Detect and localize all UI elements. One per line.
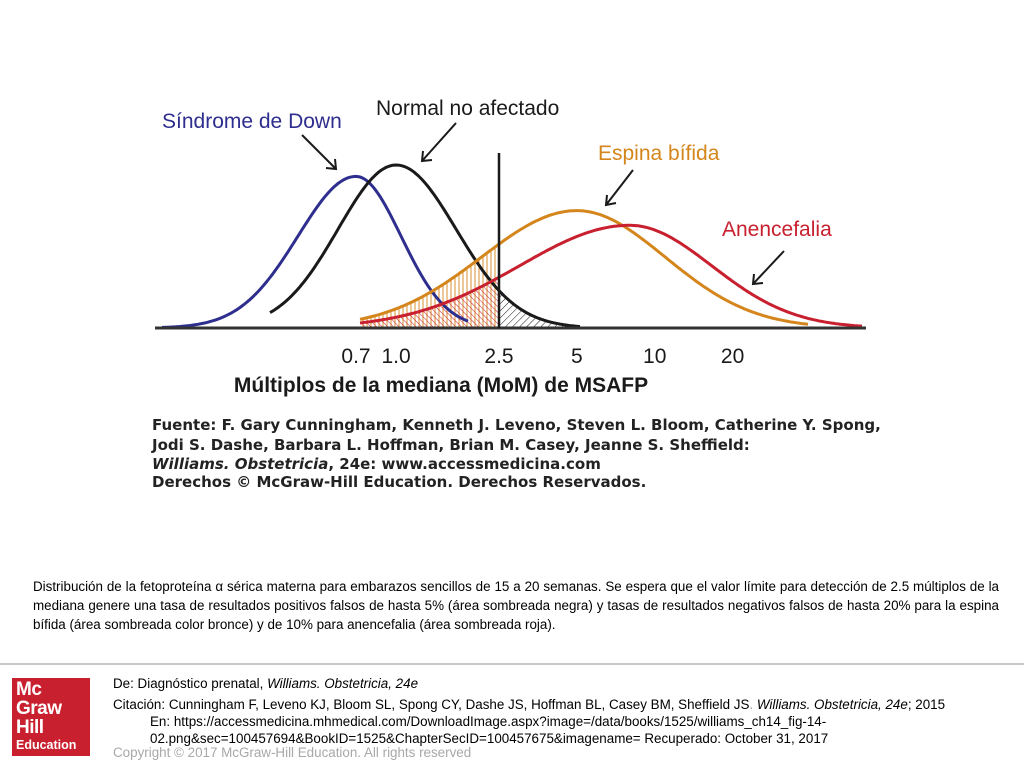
- copyright-notice: Copyright © 2017 McGraw-Hill Education. All rights reserved: [113, 745, 472, 760]
- x-tick-labels: [341, 345, 744, 368]
- logo-text-hill: Hill: [16, 717, 44, 738]
- footer-divider: [0, 663, 1024, 665]
- x-axis-label: Múltiplos de la mediana (MoM) de MSAFP: [233, 374, 649, 397]
- x-tick-label: 1.0: [381, 345, 411, 368]
- logo-text-mc: Mc: [16, 679, 42, 700]
- shaded-area-normal: [500, 292, 580, 328]
- arrow-espina-bifida: [606, 170, 633, 205]
- legend-label-espina-bifida: Espina bífida: [598, 142, 720, 165]
- figure-credit-line-1: Fuente: F. Gary Cunningham, Kenneth J. Leveno, Steven L. Bloom, Catherine Y. Spong,: [152, 416, 881, 434]
- figure-credit-line-2: Jodi S. Dashe, Barbara L. Hoffman, Brian M. Casey, Jeanne S. Sheffield:: [152, 436, 750, 454]
- citation-title: Williams. Obstetricia, 24e: [756, 697, 908, 712]
- source-line: [113, 675, 418, 692]
- source-title: Williams. Obstetricia, 24e: [267, 676, 419, 691]
- x-tick-label: 2.5: [484, 345, 514, 368]
- figure-credit-book-title: Williams. Obstetricia: [152, 455, 329, 473]
- citation-authors: Citación: Cunningham F, Leveno KJ, Bloom SL, Spong CY, Dashe JS, Hoffman BL, Casey BM, Sheffield JS: [113, 697, 750, 712]
- mcgraw-hill-education-logo: [12, 678, 90, 756]
- legend-label-normal-no-afectado: Normal no afectado: [376, 97, 560, 120]
- figure-credit-line-3: [152, 454, 872, 474]
- legend-label-sindrome-de-down: Síndrome de Down: [162, 110, 342, 133]
- arrow-anencefalia: [753, 251, 784, 284]
- citation-url-line-1[interactable]: En: https://accessmedicina.mhmedical.com/DownloadImage.aspx?image=/data/books/1525/williams_ch14_fig-14-: [150, 714, 827, 729]
- x-tick-label: 5: [571, 345, 583, 368]
- source-prefix: De: Diagnóstico prenatal,: [113, 676, 268, 691]
- figure-credit-website: , 24e: www.accessmedicina.com: [328, 455, 601, 473]
- legend-label-anencefalia: Anencefalia: [722, 218, 832, 241]
- citation-separator: .: [749, 697, 754, 712]
- arrow-normal-no-afectado: [422, 123, 456, 161]
- figure-credit-line-4: Derechos © McGraw-Hill Education. Derechos Reservados.: [152, 473, 647, 491]
- citation-year: ; 2015: [907, 697, 946, 712]
- x-tick-label: 0.7: [341, 345, 371, 368]
- logo-text-graw: Graw: [16, 698, 62, 719]
- figure-caption: Distribución de la fetoproteína α sérica materna para embarazos sencillos de 15 a 20 semanas. Se espera que el valor límite para detección de 2.5 múltiplos de la mediana genere una tasa de resultados positivos falsos de hasta 5% (área sombreada negra) y tasas de resultados negativos falsos de hasta 20% para la espina bífida (área sombreada color bronce) y de 10% para anencefalia (área sombreada roja).: [33, 579, 999, 632]
- arrow-sindrome-de-down: [302, 135, 336, 169]
- x-tick-label: 10: [643, 345, 667, 368]
- citation: [113, 696, 1003, 747]
- logo-text-education: Education: [16, 738, 77, 752]
- x-tick-label: 20: [720, 345, 745, 368]
- citation-url-line-2[interactable]: 02.png&sec=100457694&BookID=1525&ChapterSecID=100457675&imagename= Recuperado: October 31, 2017: [150, 731, 829, 746]
